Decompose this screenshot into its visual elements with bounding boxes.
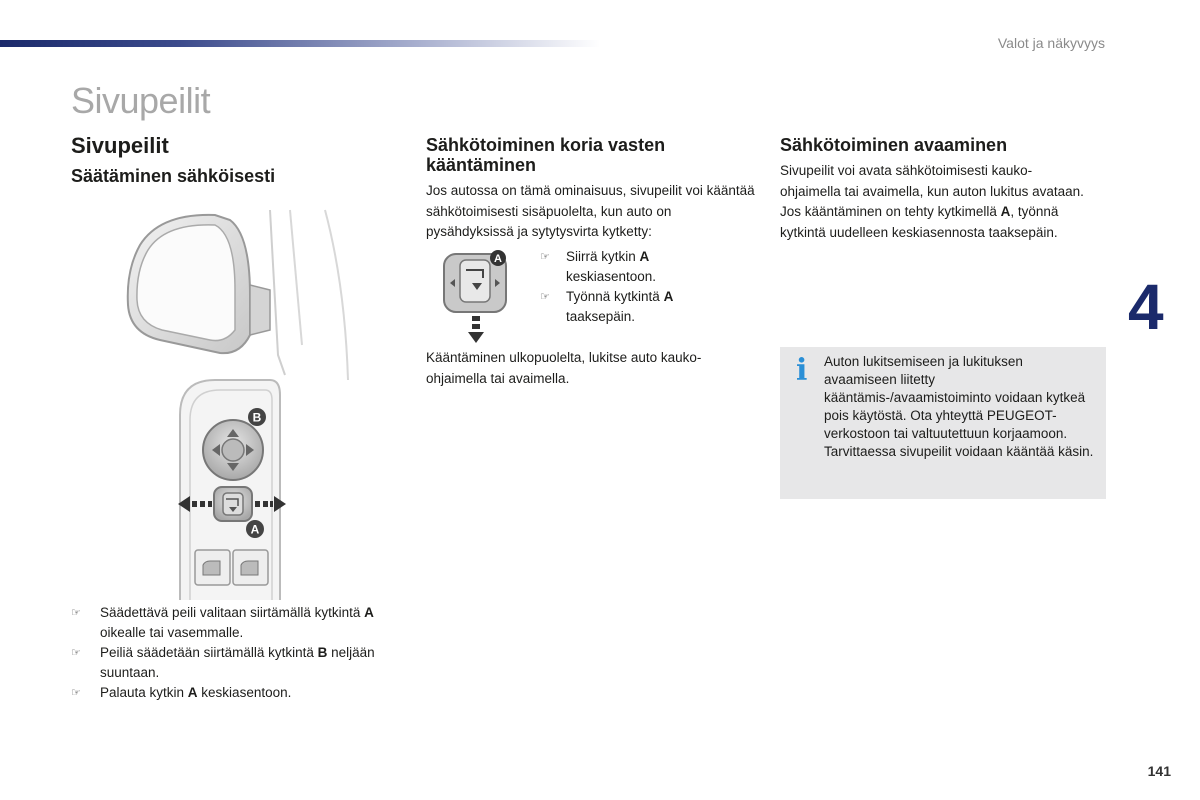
hand-pointer-icon: ☞ (71, 687, 81, 699)
list-item: ☞ Palauta kytkin A keskiasentoon. (71, 683, 381, 703)
section-name: Valot ja näkyvyys (997, 35, 1105, 51)
mirror-switch-figure (120, 205, 360, 600)
header-gradient-bar (0, 40, 600, 47)
col1-heading: Sivupeilit (71, 133, 169, 158)
col1-bullet-list (71, 603, 381, 703)
col2-outro: Kääntäminen ulkopuolelta, lukitse auto kauko-ohjaimella tai avaimella. (426, 350, 702, 386)
page-title: Sivupeilit (71, 80, 211, 121)
label-a: A (494, 253, 502, 265)
col2-intro: Jos autossa on tämä ominaisuus, sivupeilit voi kääntää sähkötoimisesti sisäpuolelta, kun auto on pysähdyksissä ja sytytysvirta kytketty: (426, 183, 755, 239)
info-text: Auton lukitsemiseen ja lukituksen avaamiseen liitetty kääntämis-/avaamistoiminto voidaan kytkeä pois käytöstä. Ota yhteyttä PEUGEOT-verkostoon tai valtuutettuun korjaamoon. Tarvittaessa sivupeilit voidaan kääntää käsin. (824, 354, 1094, 459)
mirror-illustration (120, 205, 360, 600)
col3-paragraph: Sivupeilit voi avata sähkötoimisesti kauko-ohjaimella tai avaimella, kun auton lukitus avataan. Jos kääntäminen on tehty kytkimellä A, työnnä kytkintä uudelleen keskiasennosta taaksepäin. (780, 163, 1084, 240)
page-number: 141 (1147, 763, 1171, 779)
info-icon: i (796, 353, 808, 388)
list-item: ☞ Säädettävä peili valitaan siirtämällä kytkintä A oikealle tai vasemmalle. (71, 605, 374, 640)
hand-pointer-icon: ☞ (540, 291, 550, 303)
col2-bullet-list (540, 247, 740, 327)
info-box (780, 347, 1106, 499)
col2-heading: Sähkötoiminen koria vasten kääntäminen (426, 135, 666, 175)
chapter-number: 4 (1128, 271, 1164, 343)
hand-pointer-icon: ☞ (540, 251, 550, 263)
list-item: ☞ Siirrä kytkin A keskiasentoon. (540, 249, 657, 284)
hand-pointer-icon: ☞ (71, 647, 81, 659)
hand-pointer-icon: ☞ (71, 607, 81, 619)
label-b: B (252, 410, 262, 425)
col3-heading: Sähkötoiminen avaaminen (780, 135, 1008, 155)
list-item: ☞ Työnnä kytkintä A taaksepäin. (540, 289, 674, 324)
label-a: A (250, 522, 260, 537)
fold-switch-figure (440, 248, 515, 346)
col1-subheading: Säätäminen sähköisesti (71, 166, 276, 186)
list-item: ☞ Peiliä säädetään siirtämällä kytkintä B neljään suuntaan. (71, 645, 375, 680)
